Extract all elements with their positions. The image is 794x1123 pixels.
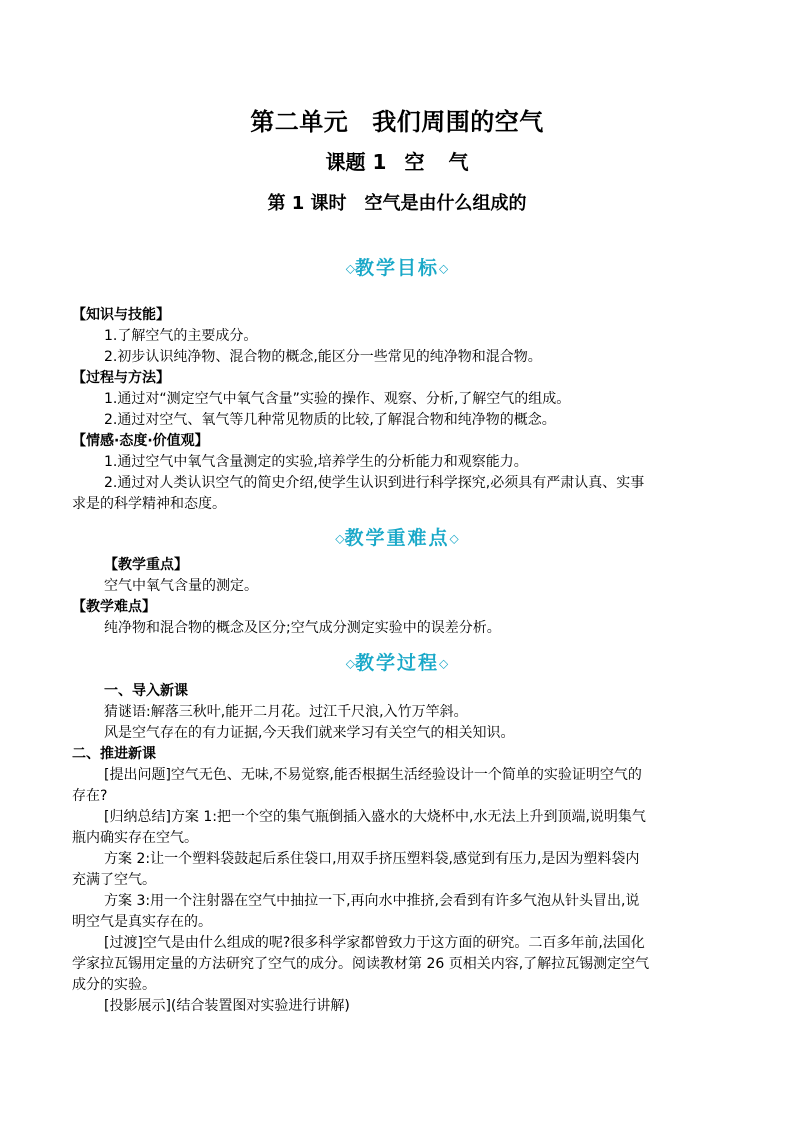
knowledge-heading: 【知识与技能】 [72,307,170,323]
diamond-right-icon: ◇ [449,531,459,546]
question-line-2: 存在? [72,788,108,804]
period-title-name: 空气是由什么组成的 [364,193,527,214]
difficulty-text: 纯净物和混合物的概念及区分;空气成分测定实验中的误差分析。 [104,620,501,636]
summary-plan-1-line-1: [归纳总结]方案 1:把一个空的集气瓶倒插入盛水的大烧杯中,水无法上升到顶端,说明集气 [104,809,646,825]
unit-title-name: 我们周围的空气 [372,108,544,136]
key-points-banner-text: 教学重难点 [344,527,450,549]
intro-heading: 一、导入新课 [104,683,188,699]
transition-line-3: 成分的实验。 [72,977,156,993]
lesson-title-char-1: 空 [404,150,425,174]
lesson-title-char-2: 气 [448,150,469,174]
transition-line-1: [过渡]空气是由什么组成的呢?很多科学家都曾致力于这方面的研究。二百多年前,法国化 [104,935,645,951]
diamond-right-icon: ◇ [439,261,449,276]
knowledge-item-2: 2.初步认识纯净物、混合物的概念,能区分一些常见的纯净物和混合物。 [104,349,542,365]
plan-3-line-2: 明空气是真实存在的。 [72,914,212,930]
transition-line-2: 学家拉瓦锡用定量的方法研究了空气的成分。阅读教材第 26 页相关内容,了解拉瓦锡测定空气 [72,956,650,972]
diamond-left-icon: ◇ [345,656,355,671]
diamond-left-icon: ◇ [335,531,345,546]
process-banner [0,648,794,675]
emotion-item-2-line-1: 2.通过对人类认识空气的简史介绍,使学生认识到进行科学探究,必须具有严肃认真、实事 [104,475,645,491]
intro-riddle: 猜谜语:解落三秋叶,能开二月花。过江千尺浪,入竹万竿斜。 [104,704,468,720]
key-points-banner [0,523,794,550]
intro-wind: 风是空气存在的有力证据,今天我们就来学习有关空气的相关知识。 [104,725,515,741]
summary-plan-1-line-2: 瓶内确实存在空气。 [72,830,198,846]
plan-2-line-1: 方案 2:让一个塑料袋鼓起后系住袋口,用双手挤压塑料袋,感觉到有压力,是因为塑料袋内 [104,851,640,867]
question-line-1: [提出问题]空气无色、无味,不易觉察,能否根据生活经验设计一个简单的实验证明空气的 [104,767,642,783]
difficulty-heading: 【教学难点】 [72,599,156,615]
lesson-title [0,146,794,175]
plan-2-line-2: 充满了空气。 [72,872,156,888]
emotion-item-1: 1.通过空气中氧气含量测定的实验,培养学生的分析能力和观察能力。 [104,454,528,470]
lesson-title-number: 课题 1 [325,150,387,174]
new-lesson-heading: 二、推进新课 [72,746,156,762]
emotion-heading: 【情感·态度·价值观】 [72,433,209,449]
projection-line: [投影展示](结合装置图对实验进行讲解) [104,998,350,1014]
process-method-item-2: 2.通过对空气、氧气等几种常见物质的比较,了解混合物和纯净物的概念。 [104,412,556,428]
plan-3-line-1: 方案 3:用一个注射器在空气中抽拉一下,再向水中推挤,会看到有许多气泡从针头冒出,说 [104,893,640,909]
focus-heading: 【教学重点】 [104,557,188,573]
objectives-banner [0,253,794,280]
process-method-heading: 【过程与方法】 [72,370,170,386]
period-title [0,189,794,215]
focus-text: 空气中氧气含量的测定。 [104,578,258,594]
process-method-item-1: 1.通过对“测定空气中氧气含量”实验的操作、观察、分析,了解空气的组成。 [104,391,571,407]
emotion-item-2-line-2: 求是的科学精神和态度。 [72,496,226,512]
process-banner-text: 教学过程 [354,652,439,674]
unit-title-number: 第二单元 [250,108,349,136]
period-title-number: 第 1 课时 [267,193,347,214]
unit-title [0,102,794,137]
objectives-banner-text: 教学目标 [354,257,439,279]
diamond-right-icon: ◇ [439,656,449,671]
diamond-left-icon: ◇ [345,261,355,276]
knowledge-item-1: 1.了解空气的主要成分。 [104,328,258,344]
